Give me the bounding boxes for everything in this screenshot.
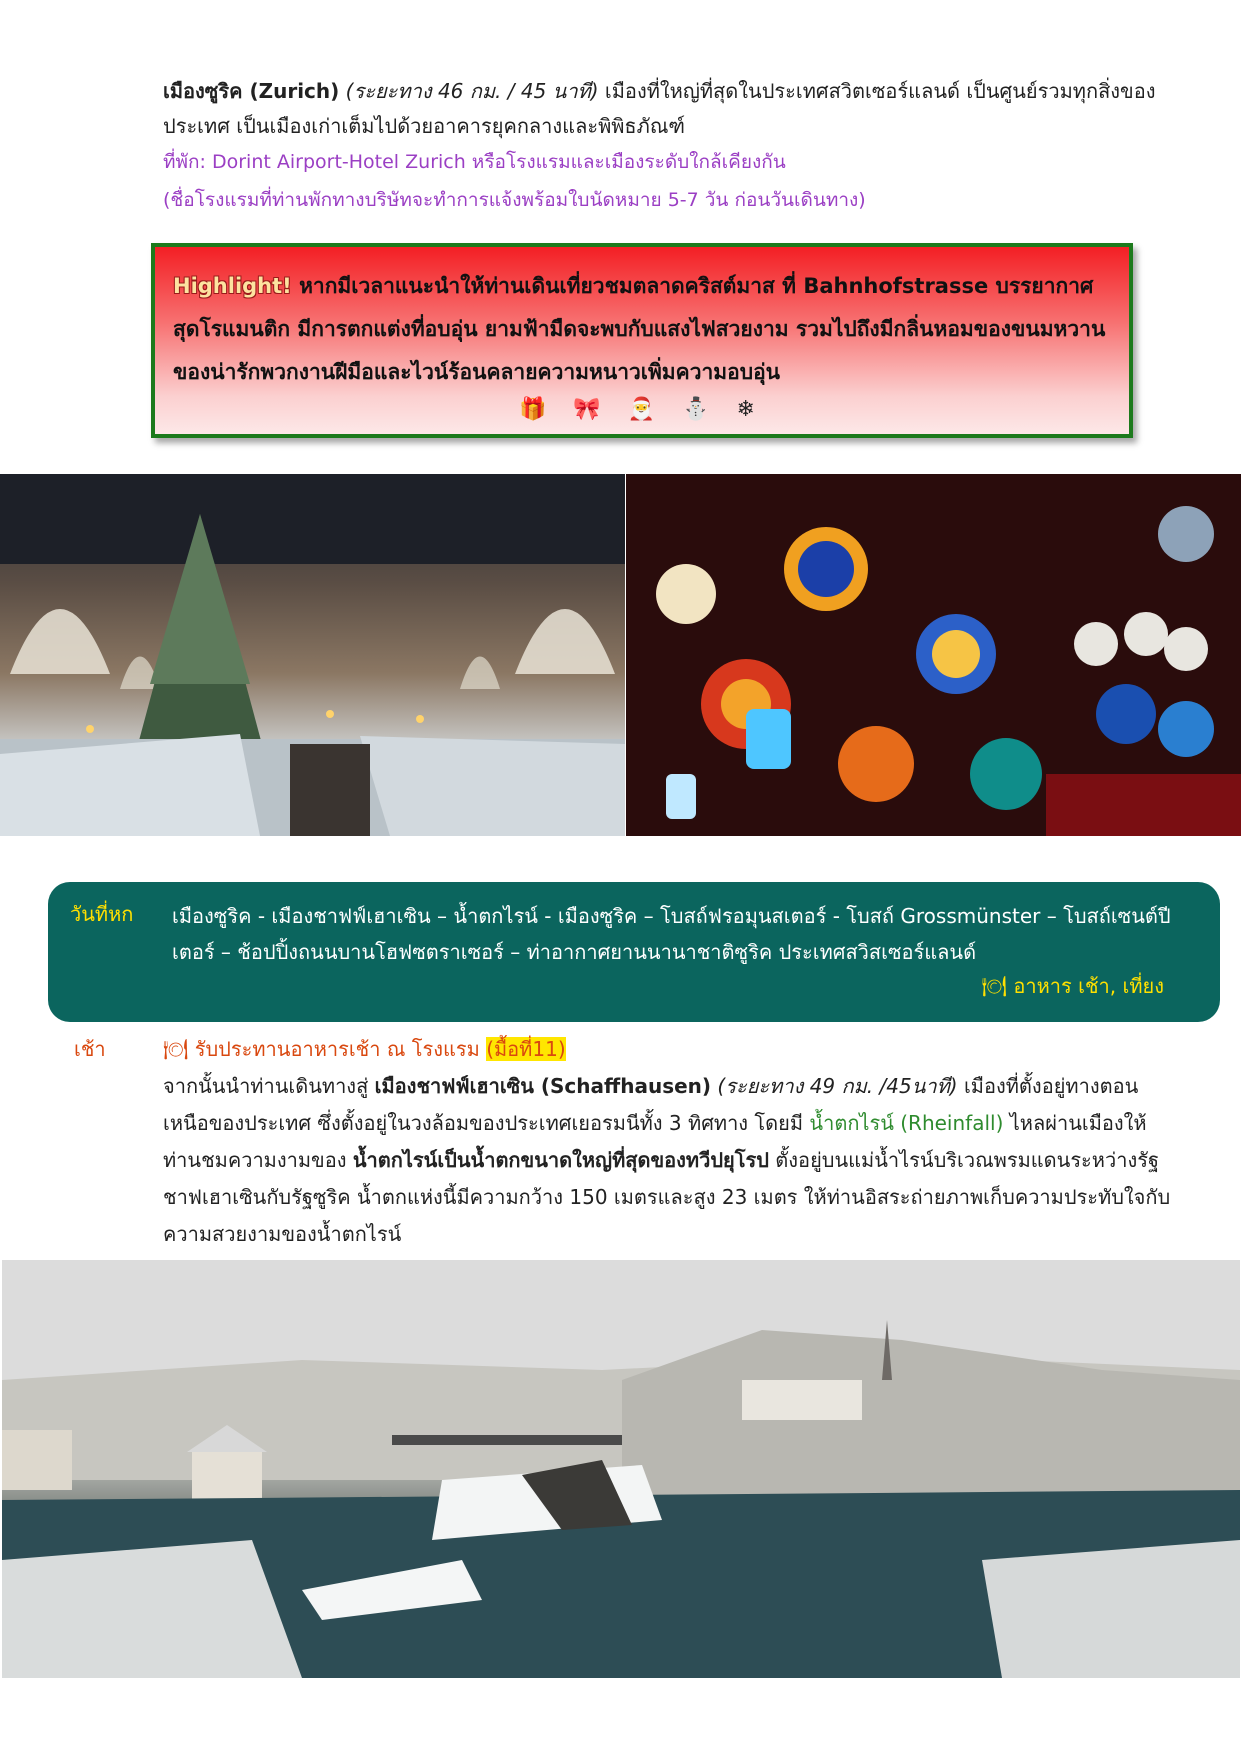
hotel-line: ที่พัก: Dorint Airport-Hotel Zurich หรือโรงแรมและเมืองระดับใกล้เคียงกัน <box>163 151 786 173</box>
day-header-bar <box>48 882 1220 1022</box>
meal-number-badge: (มื้อที่11) <box>486 1037 566 1061</box>
hotel-note: (ชื่อโรงแรมที่ท่านพักทางบริษัทจะทำการแจ้งพร้อมใบนัดหมาย 5-7 วัน ก่อนวันเดินทาง) <box>163 189 866 211</box>
highlight-label: Highlight! <box>173 274 292 298</box>
city-description: เมืองที่ใหญ่ที่สุดในประเทศสวิตเซอร์แลนด์ เป็นศูนย์รวมทุกสิ่งของประเทศ เป็นเมืองเก่าเต็มไปด้วยอาคารยุคกลางและพิพิธภัณฑ์ <box>163 79 1156 138</box>
rhine-photo-art <box>2 1260 1240 1678</box>
highlight-box <box>151 243 1133 438</box>
rheinfall-name: น้ำตกไรน์ (Rheinfall) <box>809 1111 1004 1135</box>
para-part-1: จากนั้นนำท่านเดินทางสู่ <box>163 1074 369 1098</box>
lamps-photo-art <box>626 474 1241 836</box>
time-label-morning: เช้า <box>74 1037 106 1061</box>
rhine-falls-winter-photo <box>2 1260 1240 1678</box>
city-name: เมืองซูริค (Zurich) <box>163 79 340 103</box>
para-part-2: เมืองที่ตั้งอยู่ทางตอนเหนือของประเทศ ซึ่งตั้งอยู่ในวงล้อมของประเทศเยอรมนีทั้ง 3 ทิศทาง โดยมี <box>163 1074 1139 1135</box>
christmas-emoji-row: 🎁 🎀 🎅 ⛄ ❄ <box>519 397 765 422</box>
intro-paragraph <box>163 74 1173 144</box>
rheinfall-bold: น้ำตกไรน์เป็นน้ำตกขนาดใหญ่ที่สุดของทวีปยุโรป <box>352 1148 769 1172</box>
day-meals: 🍽 อาหาร เช้า, เที่ยง <box>981 974 1164 998</box>
christmas-market-station-photo <box>0 474 625 836</box>
schaffhausen-city: เมืองชาฟฟ์เฮาเซิน (Schaffhausen) <box>374 1074 712 1098</box>
mosaic-lamps-photo <box>626 474 1241 836</box>
para-part-3: ไหลผ่านเมืองให้ท่านชมความงามของ <box>163 1111 1147 1172</box>
day-label: วันที่หก <box>70 902 134 926</box>
station-photo-art <box>0 474 625 836</box>
schaffhausen-paragraph <box>163 1068 1173 1253</box>
highlight-text: หากมีเวลาแนะนำให้ท่านเดินเที่ยวชมตลาดคริสต์มาส ที่ Bahnhofstrasse บรรยากาศสุดโรแมนติก มีการตกแต่งที่อบอุ่น ยามฟ้ามืดจะพบกับแสงไฟสวยงาม รวมไปถึงมีกลิ่นหอมของขนมหวาน ของน่ารักพวกงานฝีมือและไวน์ร้อนคลายความหนาวเพิ่มความอบอุ่น <box>173 274 1106 384</box>
highlight-text-block <box>173 265 1119 394</box>
schaffhausen-distance: (ระยะทาง 49 กม. /45นาที) <box>717 1074 958 1098</box>
para-part-4: ตั้งอยู่บนแม่น้ำไรน์บริเวณพรมแดนระหว่างรัฐชาฟเฮาเซินกับรัฐซูริค น้ำตกแห่งนี้มีความกว้าง 150 เมตรและสูง 23 เมตร ให้ท่านอิสระถ่ายภาพเก็บความประทับใจกับความสวยงามของน้ำตกไรน์ <box>163 1148 1171 1246</box>
day-route: เมืองซูริค - เมืองชาฟฟ์เฮาเซิน – น้ำตกไรน์ - เมืองซูริค – โบสถ์ฟรอมุนสเตอร์ - โบสถ์ Grossmünster – โบสถ์เซนต์ปีเตอร์ – ช้อปปิ้งถนนบานโฮฟซตราเซอร์ – ท่าอากาศยานนานาชาติซูริค ประเทศสวิสเซอร์แลนด์ <box>172 904 1171 964</box>
distance-info: (ระยะทาง 46 กม. / 45 นาที) <box>345 79 599 103</box>
breakfast-text: 🍽 รับประทานอาหารเช้า ณ โรงแรม <box>163 1037 480 1061</box>
breakfast-line <box>163 1032 566 1067</box>
